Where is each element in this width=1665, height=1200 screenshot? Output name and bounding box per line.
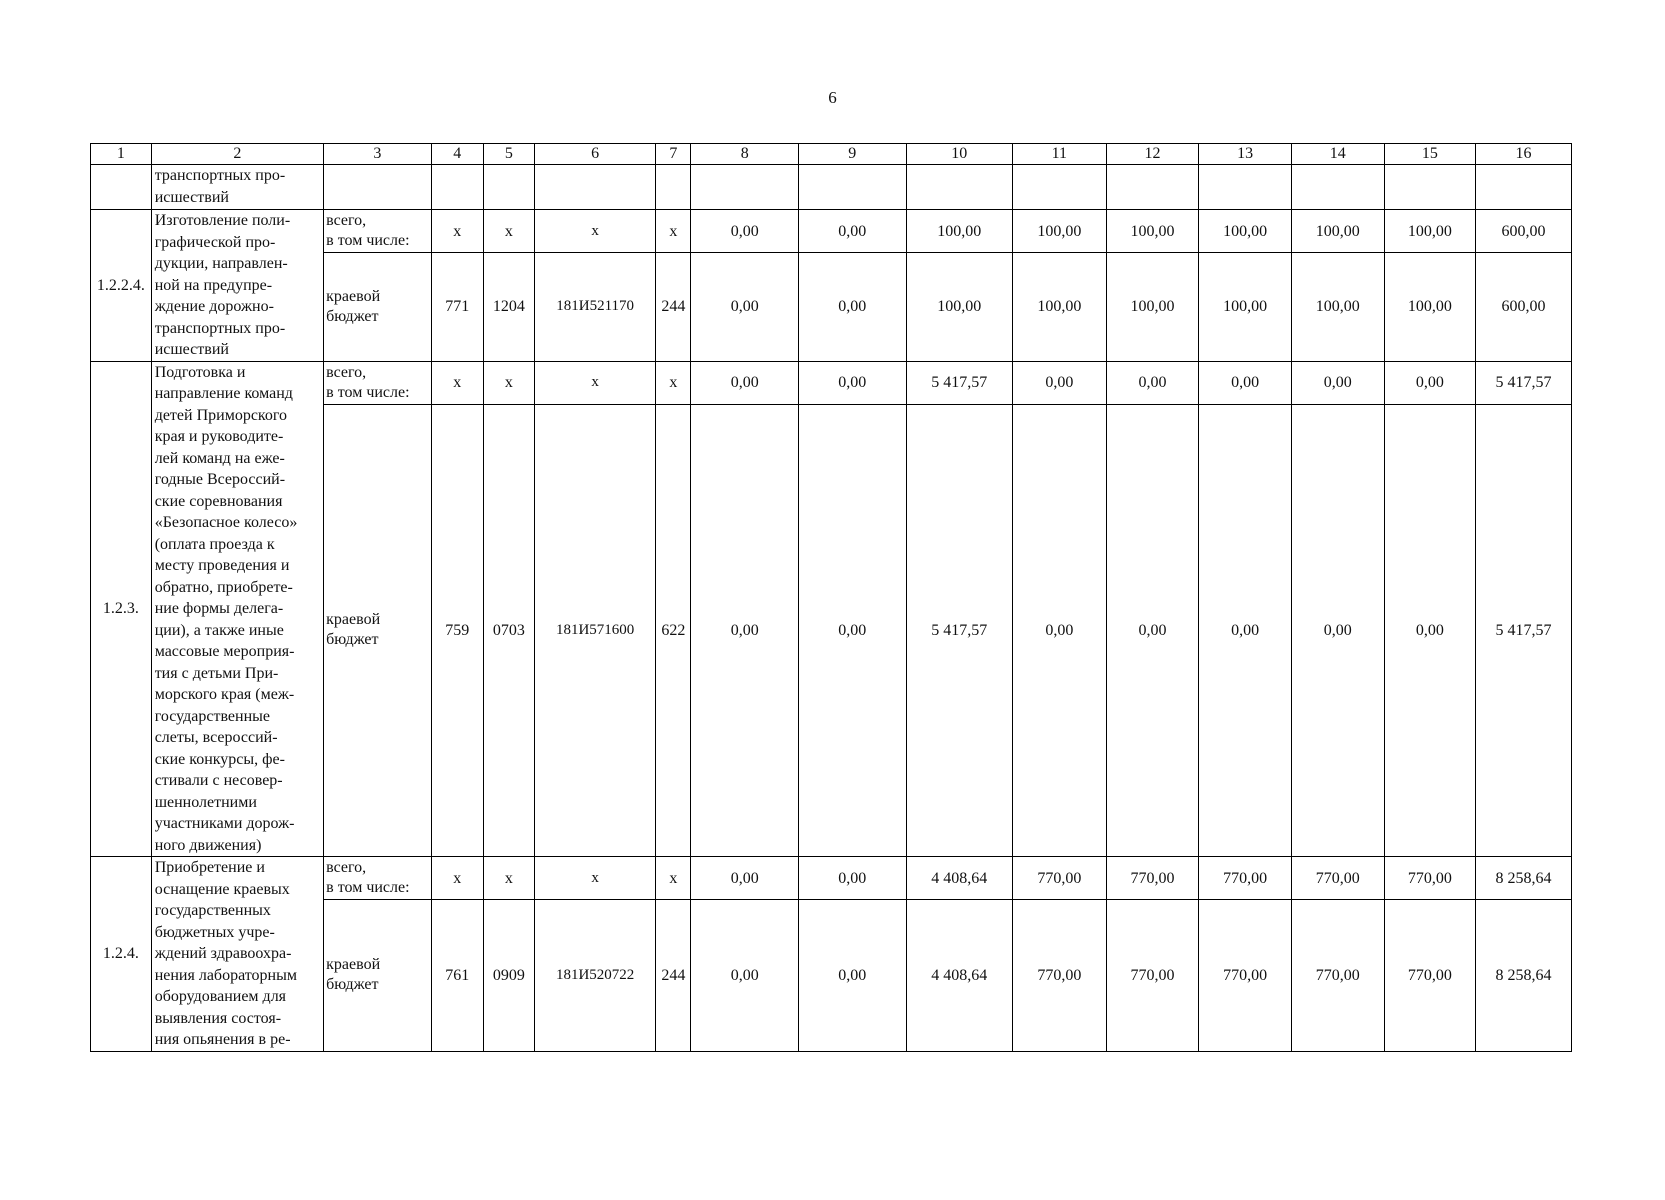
- funding-source-budget: краевой бюджет: [324, 404, 432, 857]
- column-header-13: 13: [1199, 144, 1292, 165]
- budget-code-7: 244: [656, 900, 691, 1052]
- budget-code-7: x: [656, 857, 691, 900]
- column-header-2: 2: [151, 144, 323, 165]
- amount-col-11: 100,00: [1012, 210, 1106, 253]
- amount-col-11: 770,00: [1012, 900, 1106, 1052]
- amount-col-13: 100,00: [1199, 253, 1292, 362]
- amount-col-8: 0,00: [691, 404, 799, 857]
- column-header-9: 9: [798, 144, 906, 165]
- amount-col-15: 100,00: [1384, 210, 1476, 253]
- budget-code-7: 622: [656, 404, 691, 857]
- amount-col-13: 770,00: [1199, 857, 1292, 900]
- amount-col-8: 0,00: [691, 253, 799, 362]
- budget-code-5: x: [483, 210, 534, 253]
- amount-col-15: 100,00: [1384, 253, 1476, 362]
- amount-col-14: 100,00: [1291, 210, 1384, 253]
- amount-col-11: 0,00: [1012, 404, 1106, 857]
- budget-code-7: x: [656, 361, 691, 404]
- amount-col-8: 0,00: [691, 857, 799, 900]
- budget-code-6: x: [534, 361, 655, 404]
- amount-col-12: 0,00: [1106, 361, 1199, 404]
- item-number: 1.2.2.4.: [91, 210, 152, 362]
- amount-col-16: 600,00: [1476, 210, 1572, 253]
- amount-col-12: 100,00: [1106, 210, 1199, 253]
- amount-col-12: 770,00: [1106, 900, 1199, 1052]
- budget-code-4: x: [431, 361, 483, 404]
- amount-col-15: 0,00: [1384, 361, 1476, 404]
- column-header-1: 1: [91, 144, 152, 165]
- amount-col-10: 4 408,64: [906, 900, 1012, 1052]
- amount-col-11: 100,00: [1012, 253, 1106, 362]
- amount-col-15: 770,00: [1384, 857, 1476, 900]
- continuation-description: транспортных про- исшествий: [151, 165, 323, 210]
- funding-source-total: всего, в том числе:: [324, 361, 432, 404]
- column-header-3: 3: [324, 144, 432, 165]
- amount-col-12: 0,00: [1106, 404, 1199, 857]
- amount-col-11: 770,00: [1012, 857, 1106, 900]
- item-description: Подготовка и направление команд детей Приморского края и руководите- лей команд на еже- годные Всероссий- ские соревнования «Безопасное колесо» (оплата проезда к месту проведения и обратно, приобрете- ние формы делега- ции), а также иные массовые мероприя- тия с детьми При- морского края (меж- государственные слеты, всероссий- ские конкурсы, фе- стивали с несовер- шеннолетними участниками дорож- ного движения): [151, 361, 323, 857]
- amount-col-8: 0,00: [691, 210, 799, 253]
- amount-col-13: 770,00: [1199, 900, 1292, 1052]
- amount-col-8: 0,00: [691, 361, 799, 404]
- budget-code-4: x: [431, 857, 483, 900]
- amount-col-10: 4 408,64: [906, 857, 1012, 900]
- table-body: [91, 144, 1572, 1052]
- amount-col-10: 100,00: [906, 210, 1012, 253]
- budget-code-6: 181И571600: [534, 404, 655, 857]
- amount-col-16: 600,00: [1476, 253, 1572, 362]
- amount-col-16: 8 258,64: [1476, 857, 1572, 900]
- amount-col-9: 0,00: [798, 210, 906, 253]
- column-header-6: 6: [534, 144, 655, 165]
- budget-code-6: 181И521170: [534, 253, 655, 362]
- budget-code-7: 244: [656, 253, 691, 362]
- funding-source-total: всего, в том числе:: [324, 210, 432, 253]
- budget-code-6: x: [534, 857, 655, 900]
- item-number: 1.2.4.: [91, 857, 152, 1052]
- funding-source-total: всего, в том числе:: [324, 857, 432, 900]
- item-number: 1.2.3.: [91, 361, 152, 857]
- budget-table: [90, 143, 1572, 1052]
- funding-source-budget: краевой бюджет: [324, 900, 432, 1052]
- page-number: 6: [828, 88, 837, 107]
- amount-col-15: 0,00: [1384, 404, 1476, 857]
- column-header-16: 16: [1476, 144, 1572, 165]
- budget-code-5: x: [483, 361, 534, 404]
- item-total-row: [91, 361, 1572, 404]
- item-total-row: [91, 210, 1572, 253]
- amount-col-11: 0,00: [1012, 361, 1106, 404]
- budget-code-7: x: [656, 210, 691, 253]
- column-header-14: 14: [1291, 144, 1384, 165]
- budget-code-5: 0703: [483, 404, 534, 857]
- amount-col-12: 100,00: [1106, 253, 1199, 362]
- amount-col-9: 0,00: [798, 900, 906, 1052]
- budget-code-6: x: [534, 210, 655, 253]
- amount-col-14: 770,00: [1291, 900, 1384, 1052]
- amount-col-16: 8 258,64: [1476, 900, 1572, 1052]
- item-description: Приобретение и оснащение краевых государственных бюджетных учре- ждений здравоохра- нения лабораторным оборудованием для выявления состоя- ния опьянения в ре-: [151, 857, 323, 1052]
- column-header-15: 15: [1384, 144, 1476, 165]
- continuation-row: [91, 165, 1572, 210]
- column-header-5: 5: [483, 144, 534, 165]
- amount-col-10: 5 417,57: [906, 404, 1012, 857]
- budget-code-5: x: [483, 857, 534, 900]
- funding-source-budget: краевой бюджет: [324, 253, 432, 362]
- amount-col-8: 0,00: [691, 900, 799, 1052]
- amount-col-16: 5 417,57: [1476, 404, 1572, 857]
- budget-code-6: 181И520722: [534, 900, 655, 1052]
- column-header-12: 12: [1106, 144, 1199, 165]
- amount-col-10: 5 417,57: [906, 361, 1012, 404]
- amount-col-9: 0,00: [798, 404, 906, 857]
- amount-col-13: 0,00: [1199, 404, 1292, 857]
- amount-col-12: 770,00: [1106, 857, 1199, 900]
- amount-col-9: 0,00: [798, 361, 906, 404]
- amount-col-10: 100,00: [906, 253, 1012, 362]
- budget-code-5: 0909: [483, 900, 534, 1052]
- column-header-11: 11: [1012, 144, 1106, 165]
- amount-col-13: 0,00: [1199, 361, 1292, 404]
- column-number-header-row: [91, 144, 1572, 165]
- amount-col-14: 100,00: [1291, 253, 1384, 362]
- column-header-8: 8: [691, 144, 799, 165]
- budget-code-4: 771: [431, 253, 483, 362]
- budget-code-4: 761: [431, 900, 483, 1052]
- amount-col-16: 5 417,57: [1476, 361, 1572, 404]
- amount-col-14: 0,00: [1291, 404, 1384, 857]
- amount-col-14: 0,00: [1291, 361, 1384, 404]
- budget-code-5: 1204: [483, 253, 534, 362]
- column-header-7: 7: [656, 144, 691, 165]
- continuation-num-cell: [91, 165, 152, 210]
- amount-col-15: 770,00: [1384, 900, 1476, 1052]
- amount-col-9: 0,00: [798, 857, 906, 900]
- amount-col-14: 770,00: [1291, 857, 1384, 900]
- amount-col-9: 0,00: [798, 253, 906, 362]
- column-header-4: 4: [431, 144, 483, 165]
- column-header-10: 10: [906, 144, 1012, 165]
- budget-code-4: x: [431, 210, 483, 253]
- item-description: Изготовление поли- графической про- дукции, направлен- ной на предупре- ждение дорожно- транспортных про- исшествий: [151, 210, 323, 362]
- item-total-row: [91, 857, 1572, 900]
- amount-col-13: 100,00: [1199, 210, 1292, 253]
- budget-code-4: 759: [431, 404, 483, 857]
